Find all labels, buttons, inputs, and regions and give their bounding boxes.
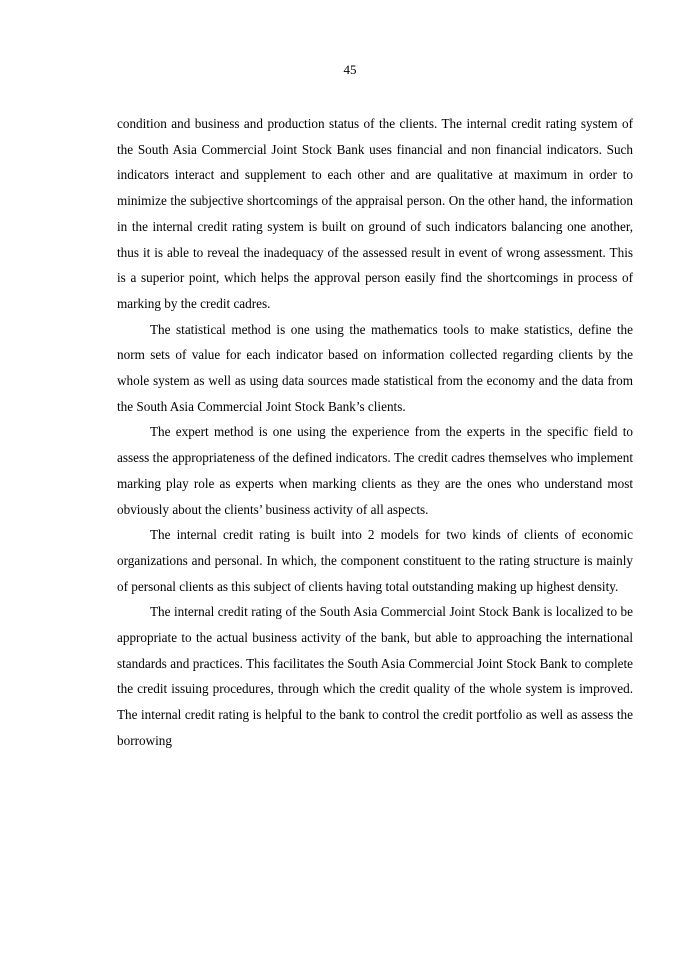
page-number: 45 xyxy=(343,62,357,77)
paragraph-expert-method: The expert method is one using the experience from the experts in the specific field to assess the appropriateness of the defined indicators. The credit cadres themselves who implement marking play role as experts when marking clients as they are the ones who understand most obviously about the clients’ business activity of all aspects. xyxy=(117,424,633,517)
paragraph-rating-localization: The internal credit rating of the South Asia Commercial Joint Stock Bank is localized to be appropriate to the actual business activity of the bank, but able to approaching the international standards and practices. This facilitates the South Asia Commercial Joint Stock Bank to complete the credit issuing procedures, through which the credit quality of the whole system is improved. The internal credit rating is helpful to the bank to control the credit portfolio as well as assess the borrowing xyxy=(117,604,633,748)
body-text xyxy=(117,111,633,754)
paragraph-continuation: condition and business and production status of the clients. The internal credit rating system of the South Asia Commercial Joint Stock Bank uses financial and non financial indicators. Such indicators interact and supplement to each other and are qualitative at maximum in order to minimize the subjective shortcomings of the appraisal person. On the other hand, the information in the internal credit rating system is built on ground of such indicators balancing one another, thus it is able to reveal the inadequacy of the assessed result in event of wrong assessment. This is a superior point, which helps the approval person easily find the shortcomings in process of marking by the credit cadres. xyxy=(117,116,633,311)
paragraph-statistical-method: The statistical method is one using the mathematics tools to make statistics, define the norm sets of value for each indicator based on information collected regarding clients by the whole system as well as using data sources made statistical from the economy and the data from the South Asia Commercial Joint Stock Bank’s clients. xyxy=(117,321,633,414)
paragraph-rating-models: The internal credit rating is built into 2 models for two kinds of clients of economic organizations and personal. In which, the component constituent to the rating structure is mainly of personal clients as this subject of clients having total outstanding making up highest density. xyxy=(117,527,633,594)
